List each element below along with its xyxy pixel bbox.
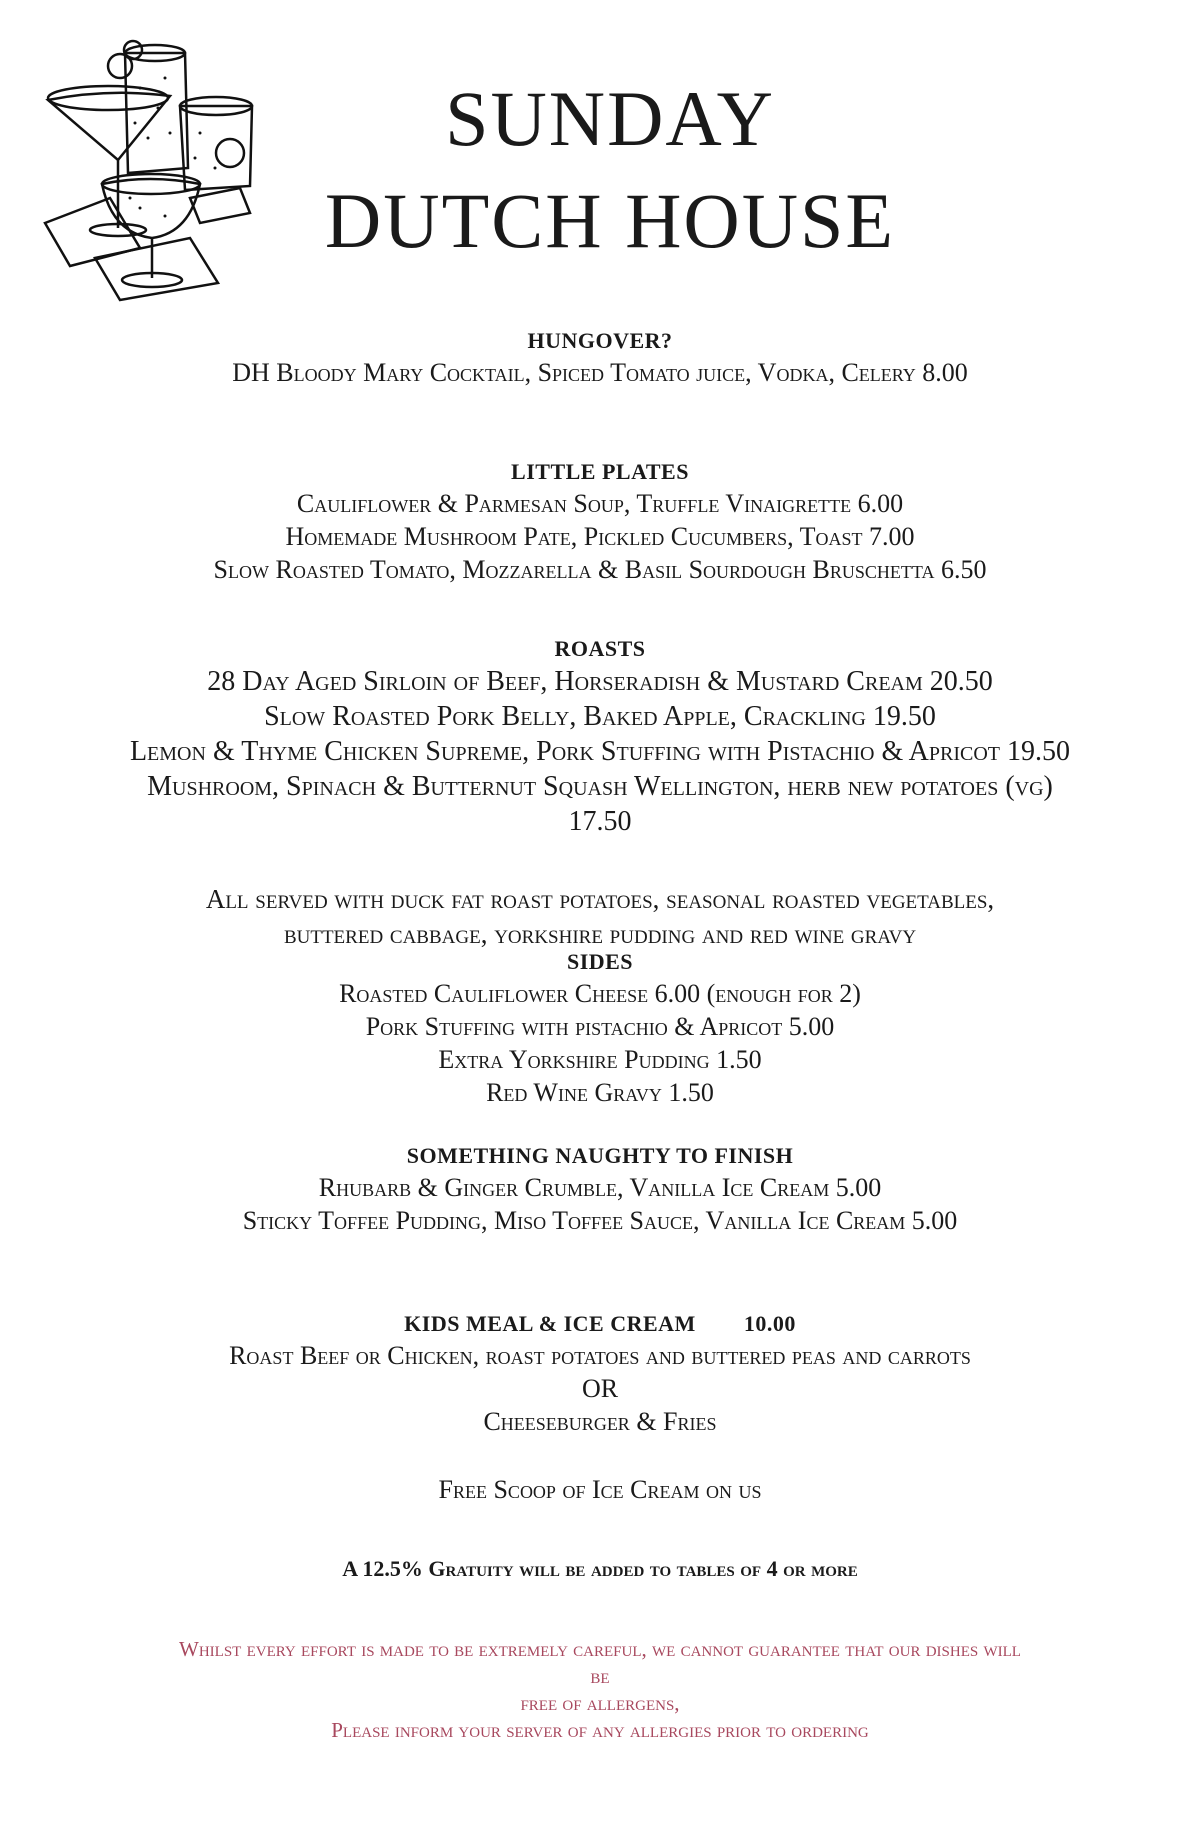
menu-item: Slow Roasted Pork Belly, Baked Apple, Crackling 19.50 [264, 701, 936, 732]
menu-item: 28 Day Aged Sirloin of Beef, Horseradish & Mustard Cream 20.50 [207, 666, 993, 697]
free-scoop-text: Free Scoop of Ice Cream on us [438, 1475, 762, 1504]
menu-item: Red Wine Gravy 1.50 [486, 1078, 714, 1107]
title-line-2: DUTCH HOUSE [324, 177, 896, 264]
menu-item: Slow Roasted Tomato, Mozzarella & Basil Sourdough Bruschetta 6.50 [213, 555, 987, 584]
allergy-line-3: free of allergens, [520, 1691, 680, 1715]
section-heading: ROASTS [554, 636, 646, 661]
cocktail-glasses-icon [40, 38, 265, 308]
kids-heading [0, 1309, 1200, 1339]
kids-price: 10.00 [743, 1311, 796, 1336]
allergy-line-4: Please inform your server of any allergies prior to ordering [331, 1718, 869, 1742]
menu-item: Homemade Mushroom Pate, Pickled Cucumbers, Toast 7.00 [285, 522, 915, 551]
menu-item: DH Bloody Mary Cocktail, Spiced Tomato juice, Vodka, Celery 8.00 [232, 358, 968, 387]
hungover-section [0, 326, 1200, 389]
roasts-note-line-2: buttered cabbage, yorkshire pudding and red wine gravy [283, 919, 917, 949]
menu-item: Lemon & Thyme Chicken Supreme, Pork Stuffing with Pistachio & Apricot 19.50 [129, 736, 1071, 767]
little-plates-section [0, 457, 1200, 586]
menu-item: Extra Yorkshire Pudding 1.50 [438, 1045, 762, 1074]
menu-item: Roasted Cauliflower Cheese 6.00 (enough for 2) [339, 979, 861, 1008]
allergy-line-1: Whilst every effort is made to be extremely careful, we cannot guarantee that our dishes will [179, 1637, 1021, 1661]
kids-or: OR [581, 1374, 619, 1403]
menu-item-price: 17.50 [568, 806, 632, 837]
kids-heading-label: KIDS MEAL & ICE CREAM [404, 1311, 696, 1336]
section-heading: SOMETHING NAUGHTY TO FINISH [406, 1143, 794, 1168]
menu-item: Pork Stuffing with pistachio & Apricot 5.00 [365, 1012, 835, 1041]
kids-option-1: Roast Beef or Chicken, roast potatoes and buttered peas and carrots [229, 1341, 971, 1370]
ice-cream-note [0, 1473, 1200, 1506]
roasts-note [0, 882, 1200, 952]
kids-section [0, 1309, 1200, 1438]
desserts-section [0, 1141, 1200, 1237]
menu-item: Rhubarb & Ginger Crumble, Vanilla Ice Cream 5.00 [318, 1173, 882, 1202]
roasts-section [0, 634, 1200, 839]
section-heading: HUNGOVER? [527, 328, 673, 353]
title-line-1: SUNDAY [445, 75, 775, 162]
allergy-notice [0, 1636, 1200, 1744]
menu-item: Sticky Toffee Pudding, Miso Toffee Sauce, Vanilla Ice Cream 5.00 [242, 1206, 958, 1235]
allergy-line-2: be [590, 1664, 610, 1688]
menu-item: Mushroom, Spinach & Butternut Squash Wellington, herb new potatoes (vg) [147, 771, 1053, 802]
roasts-note-line-1: All served with duck fat roast potatoes, seasonal roasted vegetables, [205, 884, 995, 914]
section-heading: SIDES [566, 949, 634, 974]
section-heading: LITTLE PLATES [511, 459, 689, 484]
sides-section [0, 947, 1200, 1109]
menu-item: Cauliflower & Parmesan Soup, Truffle Vinaigrette 6.00 [296, 489, 904, 518]
kids-option-2: Cheeseburger & Fries [483, 1407, 717, 1436]
gratuity-text: A 12.5% Gratuity will be added to tables of 4 or more [342, 1556, 858, 1581]
gratuity-note [0, 1555, 1200, 1583]
